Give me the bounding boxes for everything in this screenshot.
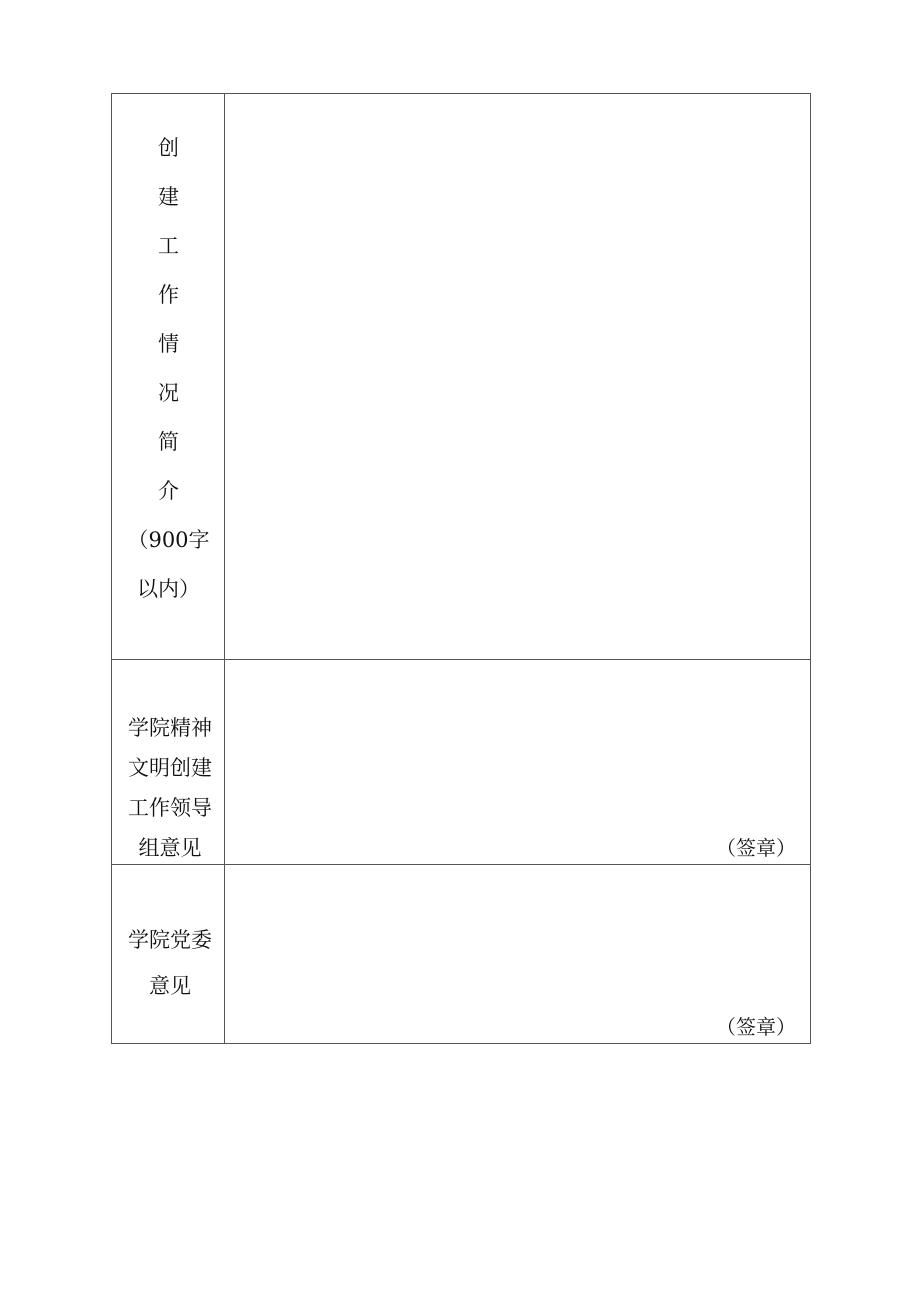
label-char: 工	[158, 234, 179, 258]
leadership-opinion-content-field[interactable]	[225, 660, 811, 865]
label-line: 意见	[149, 974, 191, 998]
label-char: 建	[158, 185, 179, 209]
table-row	[112, 865, 811, 1044]
signature-seal-label: （签章）	[716, 1015, 796, 1039]
label-char: 简	[158, 430, 179, 454]
word-limit-note-end: 以内）	[137, 577, 200, 601]
party-committee-opinion-content-field[interactable]	[225, 865, 811, 1044]
label-char: 作	[158, 283, 179, 307]
label-cell-leadership-opinion	[112, 660, 225, 865]
label-line: 文明创建	[128, 756, 212, 780]
label-char: 况	[158, 381, 179, 405]
signature-seal-label: （签章）	[716, 836, 796, 860]
word-limit-note: （900字	[127, 528, 210, 552]
table-row	[112, 660, 811, 865]
leadership-opinion-label	[120, 708, 220, 868]
label-char: 情	[158, 332, 179, 356]
label-line: 工作领导	[128, 796, 212, 820]
label-line: 学院精神	[128, 716, 212, 740]
table-row	[112, 94, 811, 660]
label-char: 介	[158, 479, 179, 503]
label-cell-work-summary	[112, 94, 225, 660]
label-line: 组意见	[138, 836, 202, 860]
application-form-table	[111, 93, 811, 1044]
party-committee-opinion-label	[120, 917, 220, 1009]
work-summary-content-field[interactable]	[225, 94, 811, 660]
label-cell-party-committee-opinion	[112, 865, 225, 1044]
label-line: 学院党委	[128, 928, 212, 952]
label-char: 创	[158, 136, 179, 160]
work-summary-label	[112, 124, 225, 614]
